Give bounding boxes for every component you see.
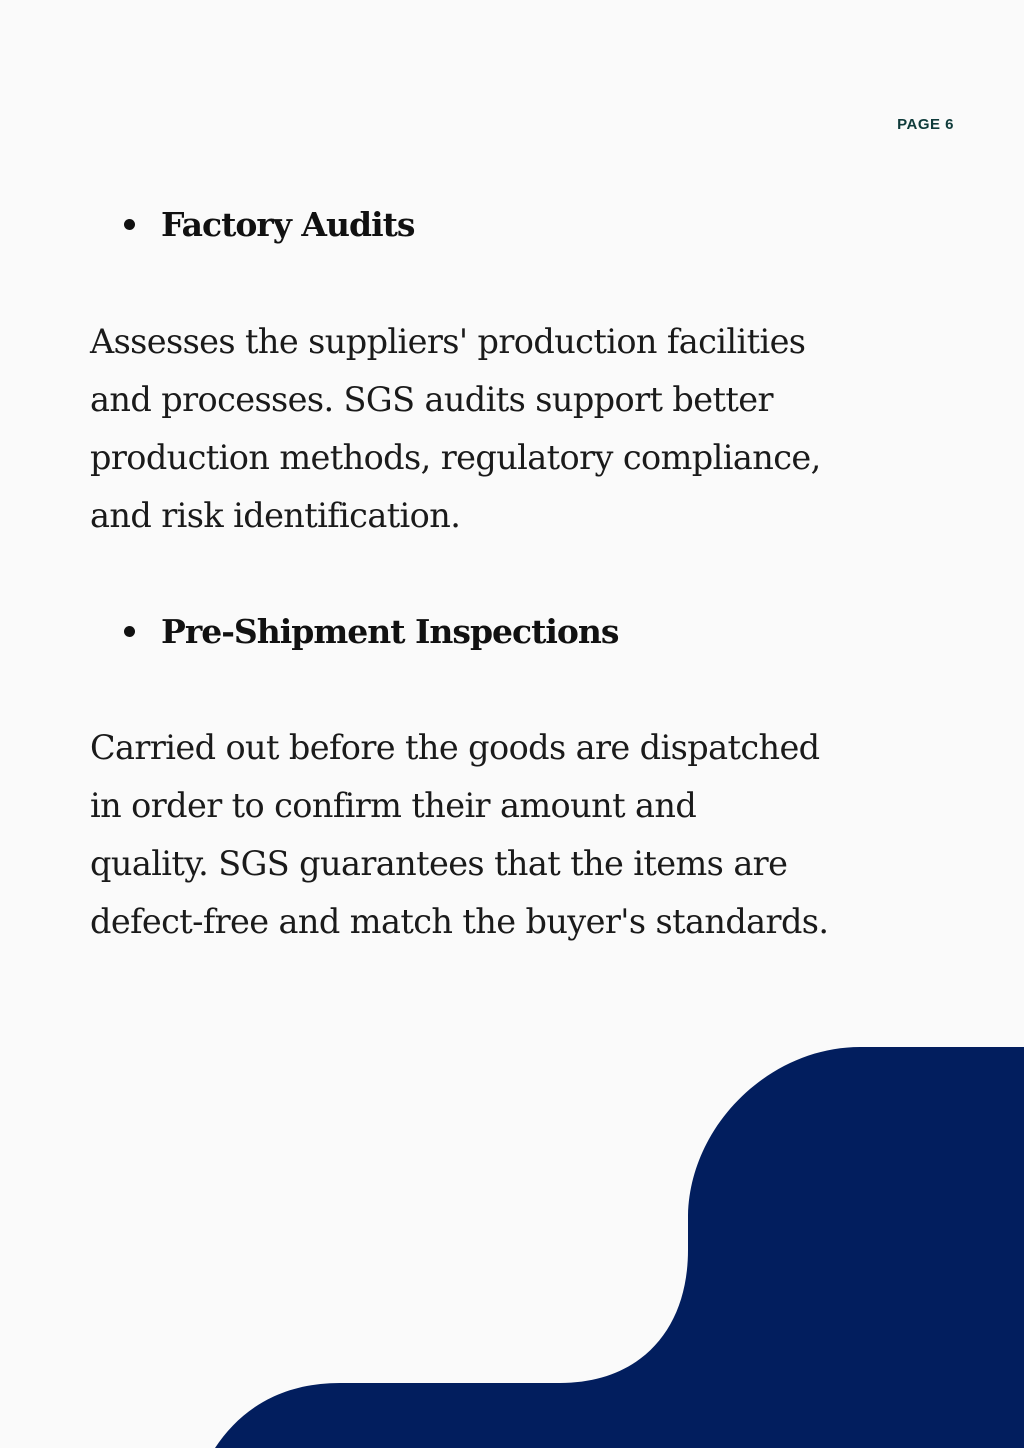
paragraph-line: Assesses the suppliers' production facilities: [90, 322, 806, 361]
paragraph-line: in order to confirm their amount and: [90, 786, 697, 825]
paragraph-line: production methods, regulatory compliance,: [90, 438, 821, 477]
paragraph-line: defect-free and match the buyer's standards.: [90, 902, 829, 941]
section-heading-text: Factory Audits: [161, 205, 415, 244]
paragraph-line: Carried out before the goods are dispatched: [90, 728, 820, 767]
paragraph-line: and risk identification.: [90, 496, 461, 535]
section-heading-text: Pre-Shipment Inspections: [161, 612, 619, 651]
page-number: PAGE 6: [897, 116, 954, 133]
paragraph-line: and processes. SGS audits support better: [90, 380, 773, 419]
paragraph-line: quality. SGS guarantees that the items are: [90, 844, 788, 883]
